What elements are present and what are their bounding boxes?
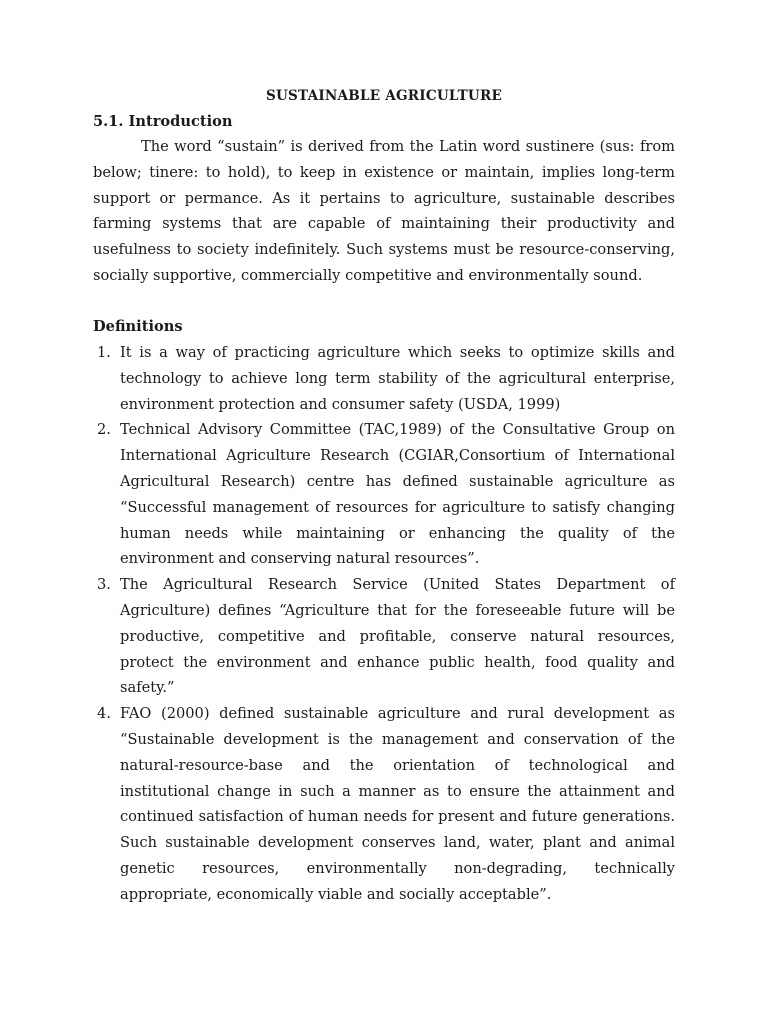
definition-text-2: Technical Advisory Committee (TAC,1989) of the Consultative Group on International Agriculture Research (CGIAR,Consortium of International Agricultural Research) centre has defined sustainable agriculture as “Successful management of resources for agriculture to satisfy changing human needs while maintaining or enhancing the quality of the environment and conserving natural resources”. xyxy=(120,421,675,568)
definition-item-3 xyxy=(93,572,675,701)
definition-text-1: It is a way of practicing agriculture which seeks to optimize skills and technology to achieve long term stability of the agricultural enterprise, environment protection and consumer safety (USDA, 1999) xyxy=(120,344,675,413)
definitions-heading: Definitions xyxy=(93,318,183,335)
intro-paragraph: The word “sustain” is derived from the Latin word sustinere (sus: from below; tinere: to hold), to keep in existence or maintain, implies long-term support or permance. As it pertains to agriculture, sustainable describes farming systems that are capable of maintaining their productivity and usefulness to society indefinitely. Such systems must be resource-conserving, socially supportive, commercially competitive and environmentally sound. xyxy=(93,138,675,284)
definitions-list xyxy=(93,340,675,908)
definition-number-4: 4. xyxy=(97,705,111,723)
definition-text-4: FAO (2000) defined sustainable agriculture and rural development as “Sustainable development is the management and conservation of the natural-resource-base and the orientation of technological and institutional change in such a manner as to ensure the attainment and continued satisfaction of human needs for present and future generations. Such sustainable development conserves land, water, plant and animal genetic resources, environmentally non-degrading, technically appropriate, economically viable and socially acceptable”. xyxy=(120,705,675,903)
definition-number-3: 3. xyxy=(97,576,111,594)
definition-number-1: 1. xyxy=(97,344,111,361)
section-heading: 5.1. Introduction xyxy=(93,113,233,130)
definition-item-4 xyxy=(93,701,675,907)
definition-text-3: The Agricultural Research Service (United States Department of Agriculture) defines “Agriculture that for the foreseeable future will be productive, competitive and profitable, conserve natural resources, protect the environment and enhance public health, food quality and safety.” xyxy=(120,576,675,697)
definition-item-2 xyxy=(93,417,675,572)
definition-item-1 xyxy=(93,340,675,417)
document-title: SUSTAINABLE AGRICULTURE xyxy=(265,88,503,104)
definition-number-2: 2. xyxy=(97,421,111,439)
